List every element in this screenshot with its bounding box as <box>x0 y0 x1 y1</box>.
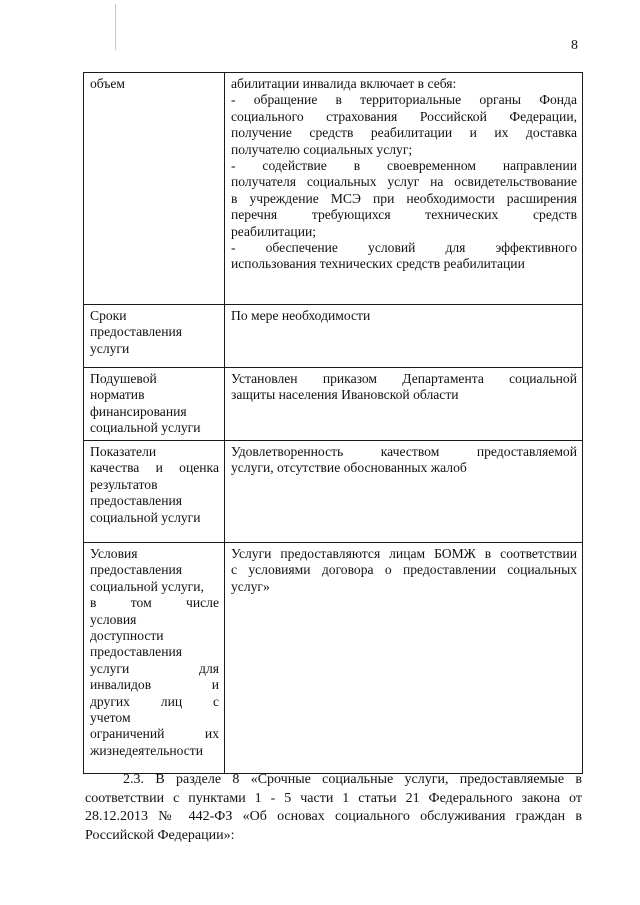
table-row <box>84 368 583 441</box>
description-line: услуги, отсутствие обоснованных жалоб <box>231 460 467 476</box>
label-line: предоставления <box>90 562 183 578</box>
row-label <box>84 543 225 774</box>
row-label <box>84 441 225 543</box>
label-line: учетом <box>90 710 131 726</box>
row-label <box>84 73 225 305</box>
description-line: реабилитации; <box>231 223 317 239</box>
description-line: защиты населения Ивановской области <box>231 387 459 403</box>
row-label <box>84 368 225 441</box>
label-line: Условия <box>90 546 138 561</box>
row-description <box>225 543 583 774</box>
description-line: По мере необходимости <box>231 308 371 323</box>
label-line: услуги для <box>90 660 219 676</box>
table-row <box>84 305 583 368</box>
label-line: социальной услуги, <box>90 578 204 594</box>
label-line: условия <box>90 611 137 627</box>
label-line: объем <box>90 76 126 91</box>
description-line: - обращение в территориальные органы Фонда <box>231 92 577 108</box>
description-line: услуг» <box>231 578 270 594</box>
label-line: Сроки <box>90 308 127 323</box>
label-line: жизнедеятельности <box>90 742 203 758</box>
description-line: социального страхования Российской Федерации, <box>231 108 577 124</box>
description-line: Удовлетворенность качеством предоставляемой <box>231 444 577 459</box>
description-line: - обеспечение условий для эффективного <box>231 240 577 256</box>
description-line: получение средств реабилитации и их доставка <box>231 125 577 141</box>
label-line: предоставления <box>90 324 183 340</box>
label-line: ограничений их <box>90 726 219 742</box>
label-line: социальной услуги <box>90 420 201 436</box>
row-label <box>84 305 225 368</box>
label-line: доступности <box>90 628 164 644</box>
label-line: финансирования <box>90 403 187 419</box>
description-line: использования технических средств реабилитации <box>231 256 525 272</box>
description-line: с условиями договора о предоставлении социальных <box>231 562 577 578</box>
scan-mark <box>115 4 116 50</box>
services-table <box>83 72 583 774</box>
description-line: получателю социальных услуг; <box>231 141 413 157</box>
row-description <box>225 368 583 441</box>
description-line: Услуги предоставляются лицам БОМЖ в соответствии <box>231 546 577 561</box>
label-line: предоставления <box>90 644 183 660</box>
label-line: результатов <box>90 476 158 492</box>
page-number: 8 <box>571 38 578 53</box>
table-row <box>84 543 583 774</box>
description-line: Установлен приказом Департамента социальной <box>231 371 577 386</box>
label-line: Подушевой <box>90 371 157 386</box>
table-row <box>84 73 583 305</box>
row-description <box>225 305 583 368</box>
label-line: других лиц с <box>90 693 219 709</box>
label-line: качества и оценка <box>90 460 219 476</box>
description-line: - содействие в своевременном направлении <box>231 158 577 174</box>
description-line: абилитации инвалида включает в себя: <box>231 76 457 91</box>
label-line: инвалидов и <box>90 677 219 693</box>
row-description <box>225 73 583 305</box>
table-body <box>84 73 583 774</box>
label-line: Показатели <box>90 444 157 459</box>
row-description <box>225 441 583 543</box>
label-line: социальной услуги <box>90 509 201 525</box>
label-line: услуги <box>90 340 130 356</box>
description-line: получателя социальных услуг на освидетельствование <box>231 174 577 190</box>
label-line: предоставления <box>90 493 183 509</box>
label-line: норматив <box>90 387 145 403</box>
paragraph-text: 2.3. В разделе 8 «Срочные социальные услуги, предоставляемые в соответствии с пунктами 1 - 5 части 1 статьи 21 Федерального закона от 28.12.2013 № 442-ФЗ «Об основах социального обслуживания граждан в Российской Федерации»: <box>85 772 582 843</box>
description-line: в учреждение МСЭ при необходимости расширения <box>231 190 577 206</box>
label-line: в том числе <box>90 595 219 611</box>
table-row <box>84 441 583 543</box>
description-line: перечня требующихся технических средств <box>231 207 577 223</box>
section-paragraph <box>85 771 582 845</box>
